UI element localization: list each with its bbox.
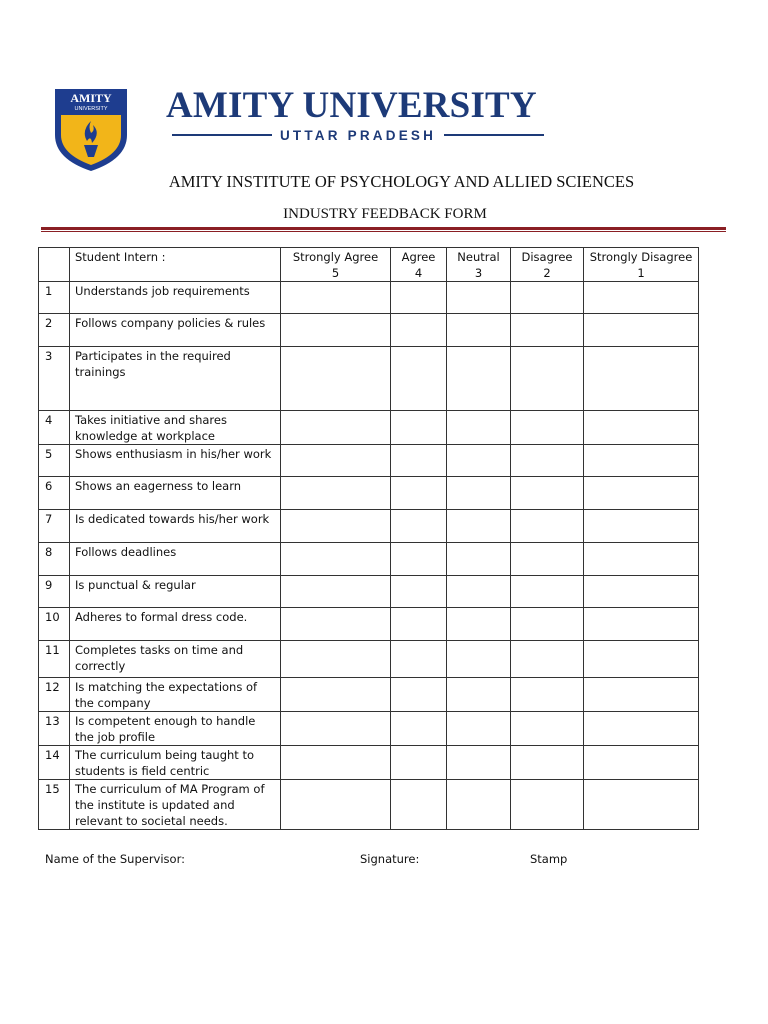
- rating-cell-disagree[interactable]: [511, 608, 584, 641]
- row-statement: Completes tasks on time and correctly: [70, 641, 281, 678]
- table-row: [39, 608, 699, 641]
- rating-cell-agree[interactable]: [391, 746, 447, 780]
- row-statement: Is punctual & regular: [70, 576, 281, 608]
- title-divider-thick: [41, 227, 726, 230]
- table-row: [39, 678, 699, 712]
- row-statement: Is dedicated towards his/her work: [70, 510, 281, 543]
- rating-cell-agree[interactable]: [391, 608, 447, 641]
- row-statement: The curriculum being taught to students is field centric: [70, 746, 281, 780]
- scale-value: 1: [637, 266, 645, 280]
- location-text: UTTAR PRADESH: [279, 127, 437, 143]
- rating-cell-agree[interactable]: [391, 282, 447, 314]
- row-number: 9: [39, 576, 70, 608]
- amity-crest-logo: [51, 85, 131, 173]
- scale-label: Neutral: [457, 250, 500, 264]
- rating-cell-disagree[interactable]: [511, 445, 584, 477]
- rating-cell-neutral[interactable]: [447, 608, 511, 641]
- feedback-table: [38, 247, 699, 830]
- rating-cell-neutral[interactable]: [447, 712, 511, 746]
- rating-cell-agree[interactable]: [391, 510, 447, 543]
- rating-cell-agree[interactable]: [391, 314, 447, 347]
- table-row: [39, 347, 699, 411]
- table-row: [39, 445, 699, 477]
- row-statement: Takes initiative and shares knowledge at workplace: [70, 411, 281, 445]
- header-strongly-agree: [281, 248, 391, 282]
- table-row: [39, 282, 699, 314]
- scale-label: Disagree: [521, 250, 573, 264]
- rating-cell-neutral[interactable]: [447, 282, 511, 314]
- location-subline: [172, 124, 544, 146]
- rating-cell-agree[interactable]: [391, 347, 447, 411]
- rating-cell-strongly-disagree[interactable]: [584, 712, 699, 746]
- table-row: [39, 576, 699, 608]
- rating-cell-strongly-disagree[interactable]: [584, 510, 699, 543]
- rating-cell-strongly-agree[interactable]: [281, 347, 391, 411]
- row-statement: The curriculum of MA Program of the institute is updated and relevant to societal needs.: [70, 780, 281, 830]
- rating-cell-agree[interactable]: [391, 780, 447, 830]
- rating-cell-neutral[interactable]: [447, 678, 511, 712]
- rating-cell-strongly-agree[interactable]: [281, 445, 391, 477]
- table-row: [39, 314, 699, 347]
- row-number: 5: [39, 445, 70, 477]
- rating-cell-disagree[interactable]: [511, 477, 584, 510]
- rating-cell-strongly-disagree[interactable]: [584, 746, 699, 780]
- row-statement: Is matching the expectations of the company: [70, 678, 281, 712]
- rating-cell-strongly-disagree[interactable]: [584, 411, 699, 445]
- rating-cell-strongly-agree[interactable]: [281, 678, 391, 712]
- rating-cell-neutral[interactable]: [447, 543, 511, 576]
- rating-cell-strongly-disagree[interactable]: [584, 641, 699, 678]
- row-number: 15: [39, 780, 70, 830]
- table-row: [39, 746, 699, 780]
- rating-cell-neutral[interactable]: [447, 411, 511, 445]
- rating-cell-strongly-disagree[interactable]: [584, 477, 699, 510]
- stamp-label: Stamp: [530, 852, 568, 866]
- scale-value: 3: [474, 266, 483, 280]
- rating-cell-strongly-disagree[interactable]: [584, 608, 699, 641]
- rating-cell-neutral[interactable]: [447, 746, 511, 780]
- rating-cell-strongly-agree[interactable]: [281, 712, 391, 746]
- form-title: INDUSTRY FEEDBACK FORM: [283, 206, 487, 222]
- rating-cell-strongly-disagree[interactable]: [584, 282, 699, 314]
- rating-cell-disagree[interactable]: [511, 314, 584, 347]
- institute-name: AMITY INSTITUTE OF PSYCHOLOGY AND ALLIED SCIENCES: [168, 172, 635, 191]
- row-statement: Shows enthusiasm in his/her work: [70, 445, 281, 477]
- rating-cell-disagree[interactable]: [511, 347, 584, 411]
- rating-cell-strongly-agree[interactable]: [281, 477, 391, 510]
- rating-cell-agree[interactable]: [391, 411, 447, 445]
- rating-cell-agree[interactable]: [391, 576, 447, 608]
- rating-cell-strongly-disagree[interactable]: [584, 445, 699, 477]
- row-number: 2: [39, 314, 70, 347]
- row-statement: Follows company policies & rules: [70, 314, 281, 347]
- row-number: 3: [39, 347, 70, 411]
- rating-cell-agree[interactable]: [391, 543, 447, 576]
- rating-cell-agree[interactable]: [391, 445, 447, 477]
- rating-cell-strongly-agree[interactable]: [281, 314, 391, 347]
- subline-rule-right: [444, 134, 544, 136]
- rating-cell-neutral[interactable]: [447, 314, 511, 347]
- title-divider-thin: [41, 231, 726, 232]
- rating-cell-neutral[interactable]: [447, 780, 511, 830]
- rating-cell-strongly-disagree[interactable]: [584, 543, 699, 576]
- table-row: [39, 543, 699, 576]
- scale-value: 5: [331, 266, 340, 280]
- rating-cell-disagree[interactable]: [511, 712, 584, 746]
- table-header-row: [39, 248, 699, 282]
- row-statement: Participates in the required trainings: [70, 347, 281, 411]
- rating-cell-disagree[interactable]: [511, 641, 584, 678]
- table-row: [39, 641, 699, 678]
- table-row: [39, 477, 699, 510]
- rating-cell-disagree[interactable]: [511, 576, 584, 608]
- scale-value: 4: [414, 266, 423, 280]
- header-student-intern: Student Intern :: [70, 248, 281, 282]
- header-number-cell: [39, 248, 70, 282]
- row-number: 11: [39, 641, 70, 678]
- row-number: 12: [39, 678, 70, 712]
- rating-cell-strongly-agree[interactable]: [281, 576, 391, 608]
- scale-label: Agree: [401, 250, 436, 264]
- crest-text-top: AMITY: [70, 91, 112, 105]
- row-statement: Shows an eagerness to learn: [70, 477, 281, 510]
- rating-cell-disagree[interactable]: [511, 678, 584, 712]
- scale-label: Strongly Agree: [292, 250, 379, 264]
- rating-cell-strongly-disagree[interactable]: [584, 347, 699, 411]
- rating-cell-neutral[interactable]: [447, 477, 511, 510]
- header-disagree: [511, 248, 584, 282]
- rating-cell-strongly-agree[interactable]: [281, 780, 391, 830]
- rating-cell-disagree[interactable]: [511, 746, 584, 780]
- rating-cell-strongly-disagree[interactable]: [584, 314, 699, 347]
- header-neutral: [447, 248, 511, 282]
- scale-label: Strongly Disagree: [589, 250, 693, 264]
- supervisor-name-label: Name of the Supervisor:: [45, 852, 185, 866]
- rating-cell-strongly-agree[interactable]: [281, 411, 391, 445]
- table-row: [39, 780, 699, 830]
- scale-value: 2: [543, 266, 551, 280]
- rating-cell-neutral[interactable]: [447, 576, 511, 608]
- rating-cell-disagree[interactable]: [511, 411, 584, 445]
- row-statement: Understands job requirements: [70, 282, 281, 314]
- university-wordmark: AMITY UNIVERSITY: [166, 85, 537, 126]
- rating-cell-strongly-disagree[interactable]: [584, 678, 699, 712]
- table-row: [39, 510, 699, 543]
- row-statement: Adheres to formal dress code.: [70, 608, 281, 641]
- rating-cell-agree[interactable]: [391, 641, 447, 678]
- row-number: 14: [39, 746, 70, 780]
- subline-rule-left: [172, 134, 272, 136]
- rating-cell-neutral[interactable]: [447, 641, 511, 678]
- rating-cell-agree[interactable]: [391, 678, 447, 712]
- row-statement: Is competent enough to handle the job profile: [70, 712, 281, 746]
- row-number: 13: [39, 712, 70, 746]
- rating-cell-strongly-agree[interactable]: [281, 510, 391, 543]
- rating-cell-disagree[interactable]: [511, 282, 584, 314]
- rating-cell-strongly-agree[interactable]: [281, 543, 391, 576]
- rating-cell-strongly-agree[interactable]: [281, 641, 391, 678]
- row-statement: Follows deadlines: [70, 543, 281, 576]
- row-number: 7: [39, 510, 70, 543]
- row-number: 4: [39, 411, 70, 445]
- table-row: [39, 712, 699, 746]
- row-number: 1: [39, 282, 70, 314]
- rating-cell-neutral[interactable]: [447, 445, 511, 477]
- row-number: 6: [39, 477, 70, 510]
- rating-cell-agree[interactable]: [391, 477, 447, 510]
- rating-cell-neutral[interactable]: [447, 510, 511, 543]
- row-number: 8: [39, 543, 70, 576]
- rating-cell-strongly-disagree[interactable]: [584, 576, 699, 608]
- rating-cell-strongly-agree[interactable]: [281, 746, 391, 780]
- rating-cell-strongly-agree[interactable]: [281, 282, 391, 314]
- header-agree: [391, 248, 447, 282]
- rating-cell-disagree[interactable]: [511, 780, 584, 830]
- rating-cell-neutral[interactable]: [447, 347, 511, 411]
- rating-cell-strongly-disagree[interactable]: [584, 780, 699, 830]
- rating-cell-disagree[interactable]: [511, 510, 584, 543]
- signature-label: Signature:: [360, 852, 420, 866]
- rating-cell-strongly-agree[interactable]: [281, 608, 391, 641]
- rating-cell-agree[interactable]: [391, 712, 447, 746]
- row-number: 10: [39, 608, 70, 641]
- rating-cell-disagree[interactable]: [511, 543, 584, 576]
- table-row: [39, 411, 699, 445]
- crest-text-bottom: UNIVERSITY: [74, 106, 108, 112]
- header-strongly-disagree: [584, 248, 699, 282]
